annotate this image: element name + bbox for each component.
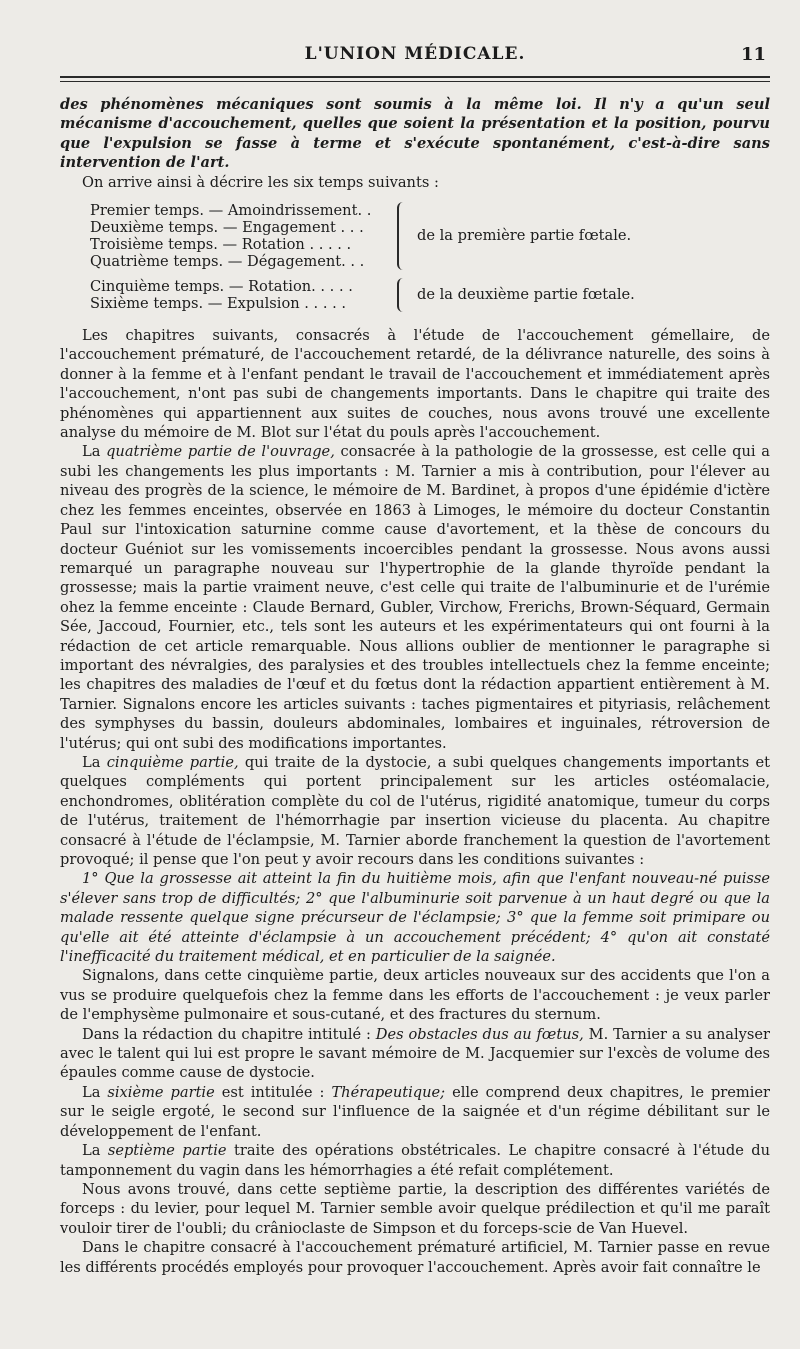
paragraph: La septième partie traite des opérations obstétricales. Le chapitre consacré à l'étude du tamponnement du vagin dans les hémorrhagies a été refait complétement. xyxy=(60,1142,770,1179)
brace-icon xyxy=(397,202,411,270)
stages-group-second xyxy=(90,278,770,312)
stages-group-label: de la première partie fœtale. xyxy=(417,227,632,245)
brace-icon xyxy=(397,278,411,312)
paragraph: La sixième partie est intitulée : Thérapeutique; elle comprend deux chapitres, le premier sur le seigle ergoté, le second sur l'influence de la saignée et d'un régime débilitant sur le développement de l'enfant. xyxy=(60,1083,771,1140)
intro-lead: On arrive ainsi à décrire les six temps suivants : xyxy=(82,173,439,191)
article-body xyxy=(60,95,770,1277)
stages-group-label: de la deuxième partie fœtale. xyxy=(417,286,635,304)
stage-item: Premier temps. — Amoindrissement. . xyxy=(90,202,372,220)
stage-item: Cinquième temps. — Rotation. . . . . xyxy=(90,278,353,296)
intro-paragraph xyxy=(60,95,770,173)
intro-italic-text: des phénomènes mécaniques sont soumis à la même loi. Il n'y a qu'un seul mécanisme d'accouchement, quelles que soient la présentation et la position, pourvu que l'expulsion se fasse à terme et s'exécute spontanément, c'est-à-dire sans intervention de l'art. xyxy=(60,96,770,172)
stage-item: Deuxième temps. — Engagement . . . xyxy=(90,219,364,237)
stages-list xyxy=(90,202,770,312)
paragraph: La quatrième partie de l'ouvrage, consacrée à la pathologie de la grossesse, est celle qui a subi les changements les plus importants : M. Tarnier a mis à contribution, pour l'élever au niveau des progrès de la science, le mémoire de M. Bardinet, à propos d'une épidémie d'ictère chez les femmes enceintes, observée en 1863 à Limoges, le mémoire du docteur Constantin Paul sur l'intoxication saturnine comme cause d'avortement, et la thèse de concours du docteur Guéniot sur les vomissements incoercibles pendant la grossesse. Nous avons aussi remarqué un paragraphe nouveau sur l'hypertrophie de la glande thyroïde pendant la grossesse; mais la partie vraiment neuve, c'est celle qui traite de l'albuminurie et de l'urémie ohez la femme enceinte : Claude Bernard, Gubler, Virchow, Frerichs, Brown-Séquard, Germain Sée, Jaccoud, Fournier, etc., tels sont les auteurs et les expérimentateurs qui ont fourni à la rédaction de cet article remarquable. Nous allions oublier de mentionner le paragraphe si important des névralgies, des paralysies et des troubles intellectuels chez la femme enceinte; les chapitres des maladies de l'œuf et du fœtus dont la rédaction appartient entièrement à M. Tarnier. Signalons encore les articles suivants : taches pigmentaires et pityriasis, relâchement des symphyses du bassin, douleurs abdominales, lombaires et inguinales, rétroversion de l'utérus; qui ont subi des modifications importantes. xyxy=(60,443,770,752)
paragraph: Dans le chapitre consacré à l'accouchement prématuré artificiel, M. Tarnier passe en revue les différents procédés employés pour provoquer l'accouchement. Après avoir fait connaître le xyxy=(60,1239,770,1276)
stage-item: Quatrième temps. — Dégagement. . . xyxy=(90,253,365,271)
paragraph: Signalons, dans cette cinquième partie, deux articles nouveaux sur des accidents que l'on a vus se produire quelquefois chez la femme dans les efforts de l'accouchement : je veux parler de l'emphysème pulmonaire et sous-cutané, et des fractures du sternum. xyxy=(60,967,770,1024)
header-rule-thin xyxy=(60,81,770,82)
paragraph: Nous avons trouvé, dans cette septième partie, la description des différentes variétés de forceps : du levier, pour lequel M. Tarnier semble avoir quelque prédilection et qu'il me paraît vouloir tirer de l'oubli; du crânioclaste de Simpson et du forceps-scie de Van Huevel. xyxy=(60,1180,770,1237)
page-number: 11 xyxy=(740,44,766,65)
paragraph: Les chapitres suivants, consacrés à l'étude de l'accouchement gémellaire, de l'accouchement prématuré, de l'accouchement retardé, de la délivrance naturelle, des soins à donner à la femme et à l'enfant pendant le travail de l'accouchement et immédiatement après l'accouchement, n'ont pas subi de changements importants. Dans le chapitre qui traite des phénomènes qui appartiennent aux suites de couches, nous avons trouvé une excellente analyse du mémoire de M. Blot sur l'état du pouls après l'accouchement. xyxy=(60,327,770,442)
paragraph: Dans la rédaction du chapitre intitulé : Des obstacles dus au fœtus, M. Tarnier a su analyser avec le talent qui lui est propre le savant mémoire de M. Jacquemier sur l'excès de volume des épaules comme cause de dystocie. xyxy=(60,1025,770,1082)
stage-item: Troisième temps. — Rotation . . . . . xyxy=(90,236,352,254)
paragraph: La cinquième partie, qui traite de la dystocie, a subi quelques changements importants et quelques compléments qui portent principalement sur les articles ostéomalacie, enchondromes, oblitération complète du col de l'utérus, rigidité anatomique, tumeur du corps de l'utérus, traitement de l'hémorrhagie par insertion vicieuse du placenta. Au chapitre consacré à l'étude de l'éclampsie, M. Tarnier aborde franchement la question de l'avortement provoqué; il pense que l'on peut y avoir recours dans les conditions suivantes : xyxy=(60,753,771,868)
page-header xyxy=(60,0,770,65)
stages-group-first xyxy=(90,202,770,270)
running-title: L'UNION MÉDICALE. xyxy=(304,44,526,64)
header-rule xyxy=(60,76,770,78)
conditions-paragraph: 1° Que la grossesse ait atteint la fin du huitième mois, afin que l'enfant nouveau-né puisse s'élever sans trop de difficultés; 2° que l'albuminurie soit parvenue à un haut degré ou que la malade ressente quelque signe précurseur de l'éclampsie; 3° que la femme soit primipare ou qu'elle ait été atteinte d'éclampsie à un accouchement précédent; 4° qu'on ait constaté l'inefficacité du traitement médical, et en particulier de la saignée. xyxy=(60,870,770,966)
stage-item: Sixième temps. — Expulsion . . . . . xyxy=(90,295,347,313)
